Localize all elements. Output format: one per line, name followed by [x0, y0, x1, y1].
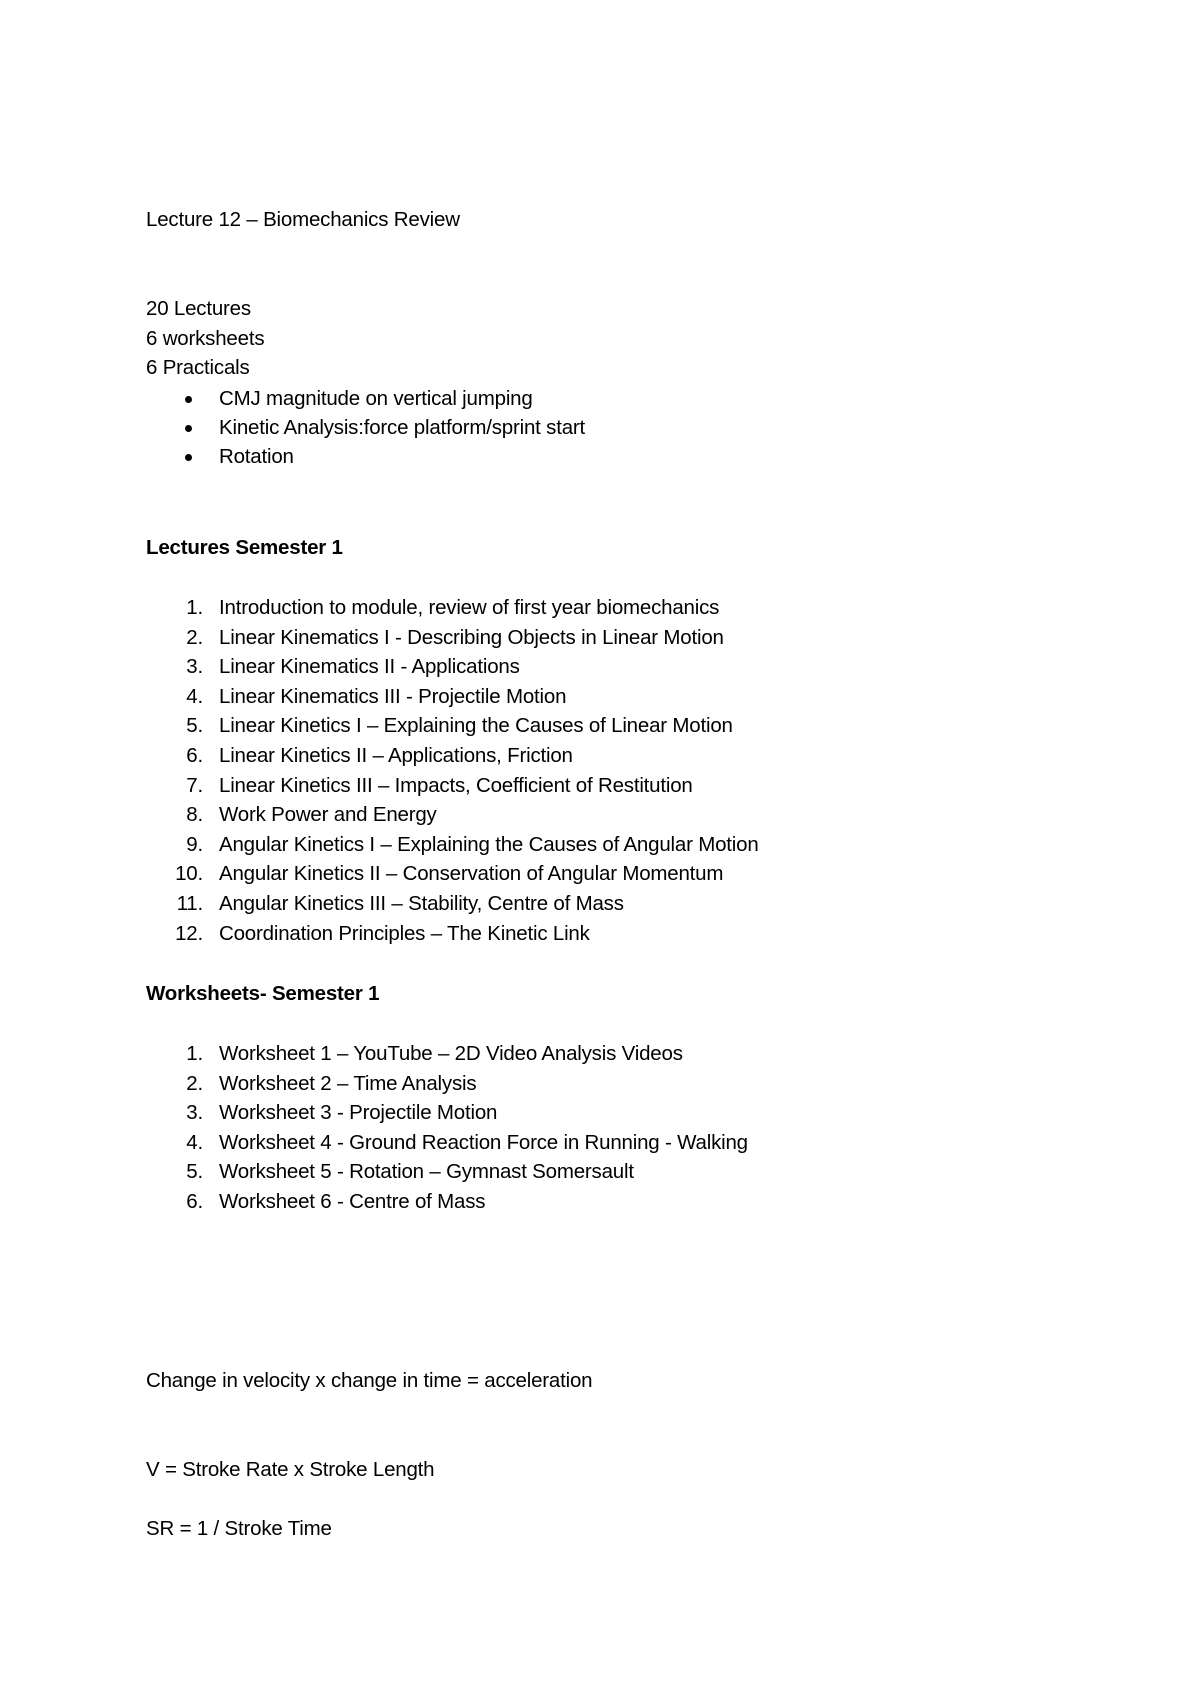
worksheet-item-number: 3. — [186, 1101, 203, 1125]
lecture-item-number: 3. — [186, 655, 203, 679]
lecture-item-number: 11. — [176, 892, 203, 915]
worksheet-item-text: Worksheet 6 - Centre of Mass — [219, 1190, 486, 1213]
lecture-item-text: Linear Kinematics III - Projectile Motion — [219, 684, 567, 708]
worksheet-item-number: 4. — [186, 1130, 203, 1154]
lectures-heading: Lectures Semester 1 — [146, 536, 343, 559]
lecture-item-text: Coordination Principles – The Kinetic Link — [219, 921, 590, 945]
lecture-item-text: Introduction to module, review of first year biomechanics — [219, 596, 720, 619]
equation-stroke-rate: SR = 1 / Stroke Time — [146, 1517, 332, 1540]
lecture-item-number: 8. — [186, 803, 203, 827]
summary-lectures: 20 Lectures — [146, 297, 251, 320]
lecture-item-number: 4. — [186, 684, 203, 708]
worksheet-item-text: Worksheet 1 – YouTube – 2D Video Analysis Videos — [219, 1042, 683, 1065]
worksheet-item-text: Worksheet 2 – Time Analysis — [219, 1071, 477, 1095]
lecture-item-number: 7. — [186, 773, 203, 797]
worksheet-item-number: 2. — [186, 1071, 203, 1095]
lecture-item-text: Angular Kinetics II – Conservation of Angular Momentum — [219, 862, 724, 886]
summary-practicals: 6 Practicals — [146, 356, 250, 379]
lecture-item-number: 6. — [186, 744, 203, 767]
bullet-icon — [185, 396, 192, 403]
practical-item-text: CMJ magnitude on vertical jumping — [219, 387, 533, 410]
worksheets-heading: Worksheets- Semester 1 — [146, 982, 380, 1005]
lecture-item-text: Linear Kinetics II – Applications, Friction — [219, 744, 573, 767]
worksheet-item-number: 5. — [186, 1160, 203, 1184]
lecture-item-number: 2. — [186, 625, 203, 649]
lecture-item-number: 1. — [186, 596, 203, 619]
worksheet-item-text: Worksheet 4 - Ground Reaction Force in Running - Walking — [219, 1130, 748, 1154]
equation-velocity: V = Stroke Rate x Stroke Length — [146, 1458, 435, 1481]
practical-item-text: Rotation — [219, 445, 294, 468]
lecture-item-text: Angular Kinetics I – Explaining the Causes of Angular Motion — [219, 832, 759, 856]
worksheet-item-text: Worksheet 5 - Rotation – Gymnast Somersault — [219, 1160, 634, 1184]
lecture-item-number: 12. — [175, 921, 203, 945]
document-title: Lecture 12 – Biomechanics Review — [146, 208, 460, 231]
lecture-item-text: Work Power and Energy — [219, 803, 437, 827]
lecture-item-number: 9. — [186, 832, 203, 856]
worksheet-item-text: Worksheet 3 - Projectile Motion — [219, 1101, 498, 1125]
summary-worksheets: 6 worksheets — [146, 327, 265, 350]
lecture-item-text: Linear Kinetics I – Explaining the Causes of Linear Motion — [219, 714, 733, 738]
lecture-item-number: 5. — [186, 714, 203, 738]
worksheet-item-number: 6. — [186, 1190, 203, 1213]
bullet-icon — [185, 454, 192, 461]
lecture-item-text: Linear Kinematics I - Describing Objects in Linear Motion — [219, 625, 724, 649]
practical-item-text: Kinetic Analysis:force platform/sprint start — [219, 416, 586, 439]
bullet-icon — [185, 425, 192, 432]
equation-acceleration: Change in velocity x change in time = acceleration — [146, 1369, 593, 1392]
lecture-item-text: Angular Kinetics III – Stability, Centre of Mass — [219, 892, 624, 915]
lecture-item-number: 10. — [175, 862, 203, 886]
lecture-item-text: Linear Kinetics III – Impacts, Coefficient of Restitution — [219, 773, 693, 797]
lecture-item-text: Linear Kinematics II - Applications — [219, 655, 520, 679]
worksheet-item-number: 1. — [186, 1042, 203, 1065]
